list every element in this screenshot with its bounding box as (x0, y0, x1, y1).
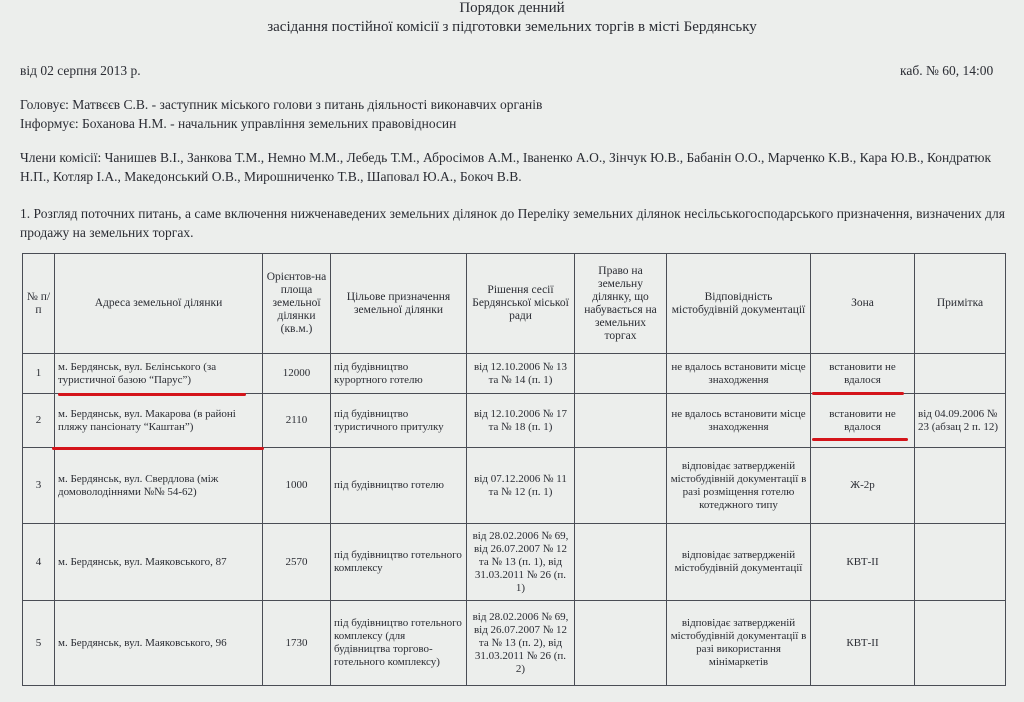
cell-purpose: під будівництво туристичного притулку (331, 394, 467, 448)
document-subtitle: засідання постійної комісії з підготовки земельних торгів в місті Бердянську (267, 19, 757, 35)
header-right: Право на земельну ділянку, що набувається на земельних торгах (575, 254, 667, 354)
cell-decision: від 28.02.2006 № 69, від 26.07.2007 № 12 та № 13 (п. 1), від 31.03.2011 № 26 (п. 1) (467, 524, 575, 601)
cell-purpose: під будівництво готельного комплексу (для будівництва торгово-готельного комплексу) (331, 601, 467, 686)
header-zone: Зона (811, 254, 915, 354)
cell-note (915, 354, 1006, 394)
cell-compliance: відповідає затвердженій містобудівній документації в разі розміщення готелю котеджного типу (667, 448, 811, 524)
cell-zone: КВТ-ІІ (811, 524, 915, 601)
cell-address: м. Бердянськ, вул. Макарова (в районі пляжу пансіонату “Каштан”) (55, 394, 263, 448)
cell-right (575, 394, 667, 448)
cell-area: 2570 (263, 524, 331, 601)
cell-purpose: під будівництво готельного комплексу (331, 524, 467, 601)
cell-decision: від 07.12.2006 № 11 та № 12 (п. 1) (467, 448, 575, 524)
cell-zone: Ж-2р (811, 448, 915, 524)
header-area: Орієнтов-на площа земельної ділянки (кв.м.) (263, 254, 331, 354)
red-underline-marker (58, 393, 246, 396)
cell-address: м. Бердянськ, вул. Маяковського, 96 (55, 601, 263, 686)
cell-area: 1730 (263, 601, 331, 686)
cell-num: 3 (23, 448, 55, 524)
cell-decision: від 28.02.2006 № 69, від 26.07.2007 № 12 та № 13 (п. 2), від 31.03.2011 № 26 (п. 2) (467, 601, 575, 686)
table-row (23, 524, 1006, 601)
cell-address: м. Бердянськ, вул. Свердлова (між домоволодіннями №№ 54-62) (55, 448, 263, 524)
cell-compliance: не вдалось встановити місце знаходження (667, 394, 811, 448)
cell-note: від 04.09.2006 № 23 (абзац 2 п. 12) (915, 394, 1006, 448)
cell-num: 5 (23, 601, 55, 686)
red-underline-marker (52, 447, 264, 450)
cell-zone: встановити не вдалося (811, 354, 915, 394)
commission-members: Члени комісії: Чанишев В.І., Занкова Т.М., Немно М.М., Лебедь Т.М., Абросімов А.М., Іваненко А.О., Зінчук Ю.В., Бабанін О.О., Марченко К.В., Кара Ю.В., Кондратюк Н.П., Котляр І.А., Македонський О.В., Мирошниченко Т.В., Шаповал Ю.А., Бокоч В.В. (20, 150, 992, 184)
cell-note (915, 601, 1006, 686)
cell-compliance: відповідає затвердженій містобудівній документації (667, 524, 811, 601)
chairperson: Головує: Матвєєв С.В. - заступник міського голови з питань діяльності виконавчих органів (20, 97, 543, 112)
cell-decision: від 12.10.2006 № 17 та № 18 (п. 1) (467, 394, 575, 448)
land-plots-table (22, 253, 1006, 686)
cell-compliance: не вдалось встановити місце знаходження (667, 354, 811, 394)
cell-zone: КВТ-ІІ (811, 601, 915, 686)
table-row (23, 354, 1006, 394)
cell-zone: встановити не вдалося (811, 394, 915, 448)
meeting-date: від 02 серпня 2013 р. (20, 63, 141, 78)
cell-address: м. Бердянськ, вул. Бєлінського (за туристичної базою “Парус”) (55, 354, 263, 394)
cell-right (575, 448, 667, 524)
cell-decision: від 12.10.2006 № 13 та № 14 (п. 1) (467, 354, 575, 394)
cell-num: 4 (23, 524, 55, 601)
cell-compliance: відповідає затвердженій містобудівній документації в разі використання мінімаркетів (667, 601, 811, 686)
red-underline-marker (812, 392, 904, 395)
header-note: Примітка (915, 254, 1006, 354)
document-title: Порядок денний (459, 0, 565, 16)
cell-area: 12000 (263, 354, 331, 394)
header-compliance: Відповідність містобудівній документації (667, 254, 811, 354)
table-row (23, 601, 1006, 686)
meeting-room-time: каб. № 60, 14:00 (900, 63, 994, 78)
agenda-item: 1. Розгляд поточних питань, а саме включення нижченаведених земельних ділянок до Переліку земельних ділянок несільськогосподарського призначення, визначених для продажу на земельних торгах. (20, 206, 1005, 240)
table-header-row (23, 254, 1006, 354)
header-address: Адреса земельної ділянки (55, 254, 263, 354)
header-purpose: Цільове призначення земельної ділянки (331, 254, 467, 354)
cell-right (575, 601, 667, 686)
cell-right (575, 524, 667, 601)
cell-note (915, 448, 1006, 524)
cell-num: 2 (23, 394, 55, 448)
cell-area: 2110 (263, 394, 331, 448)
header-num: № п/п (23, 254, 55, 354)
informant: Інформує: Боханова Н.М. - начальник управління земельних правовідносин (20, 116, 457, 131)
red-underline-marker (812, 438, 908, 441)
cell-address: м. Бердянськ, вул. Маяковського, 87 (55, 524, 263, 601)
cell-note (915, 524, 1006, 601)
cell-purpose: під будівництво курортного готелю (331, 354, 467, 394)
table-row (23, 448, 1006, 524)
cell-right (575, 354, 667, 394)
cell-purpose: під будівництво готелю (331, 448, 467, 524)
cell-num: 1 (23, 354, 55, 394)
cell-area: 1000 (263, 448, 331, 524)
header-decision: Рішення сесії Бердянської міської ради (467, 254, 575, 354)
